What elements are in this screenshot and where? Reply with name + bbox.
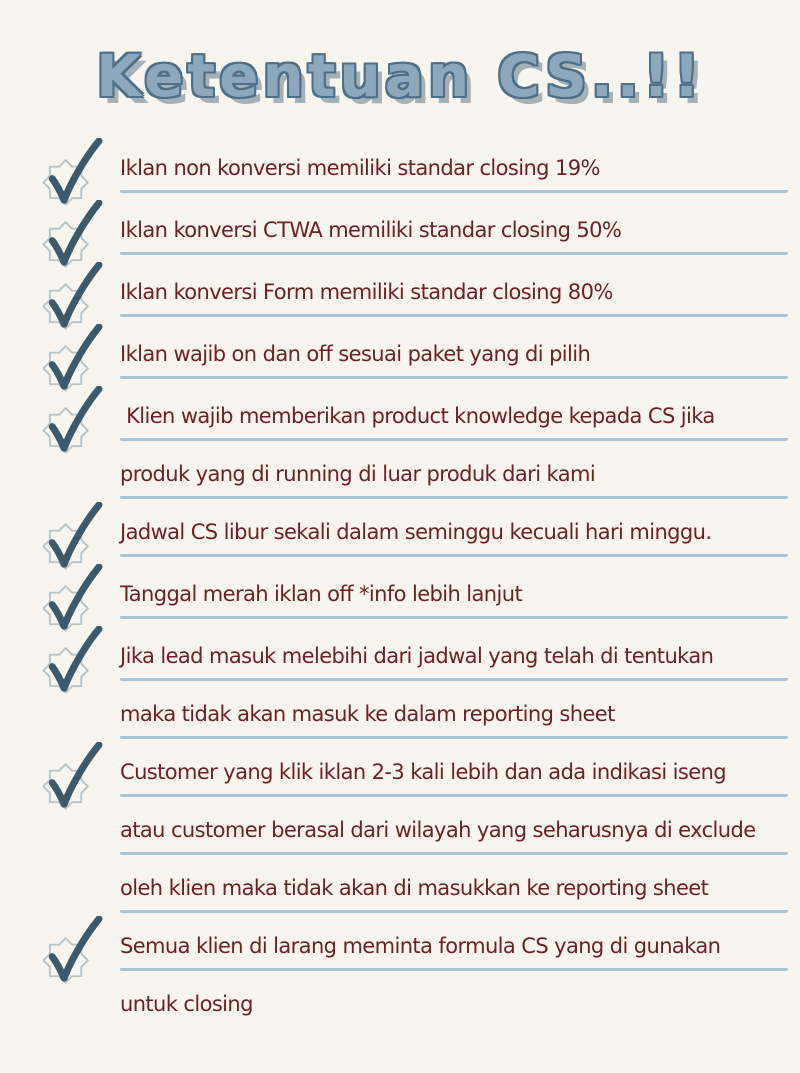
checklist-text — [120, 514, 788, 572]
checklist — [0, 110, 800, 1017]
checklist-item — [36, 398, 788, 514]
checklist-item — [36, 150, 788, 212]
checklist-line: Customer yang klik iklan 2-3 kali lebih dan ada indikasi iseng — [120, 754, 788, 797]
checklist-item — [36, 514, 788, 576]
checklist-text — [120, 638, 788, 754]
checklist-line: Jadwal CS libur sekali dalam seminggu kecuali hari minggu. — [120, 514, 788, 557]
checklist-line: Iklan wajib on dan off sesuai paket yang di pilih — [120, 336, 788, 379]
checklist-text — [120, 928, 788, 1017]
check-badge-icon — [36, 386, 120, 460]
checklist-line: untuk closing — [120, 992, 253, 1016]
checklist-line: oleh klien maka tidak akan di masukkan ke reporting sheet — [120, 870, 788, 913]
checklist-text — [120, 336, 788, 394]
checklist-text — [120, 212, 788, 270]
checklist-text — [120, 150, 788, 208]
checklist-item — [36, 212, 788, 274]
check-badge-icon — [36, 916, 120, 990]
check-badge-icon — [36, 742, 120, 816]
checklist-line: Tanggal merah iklan off *info lebih lanjut — [120, 576, 788, 619]
checklist-text — [120, 576, 788, 634]
checklist-text — [120, 398, 788, 514]
checklist-line: produk yang di running di luar produk dari kami — [120, 456, 788, 499]
checklist-item — [36, 336, 788, 398]
checklist-item — [36, 754, 788, 928]
checklist-line: Jika lead masuk melebihi dari jadwal yang telah di tentukan — [120, 638, 788, 681]
checklist-item — [36, 928, 788, 1017]
checklist-line: atau customer berasal dari wilayah yang seharusnya di exclude — [120, 812, 788, 855]
checklist-line: Iklan non konversi memiliki standar closing 19% — [120, 150, 788, 193]
checklist-line: Semua klien di larang meminta formula CS yang di gunakan — [120, 928, 788, 971]
checklist-item — [36, 638, 788, 754]
checklist-text — [120, 274, 788, 332]
checklist-item — [36, 576, 788, 638]
checklist-line: Klien wajib memberikan product knowledge kepada CS jika — [120, 398, 788, 441]
checklist-text — [120, 754, 788, 928]
checklist-line: maka tidak akan masuk ke dalam reporting sheet — [120, 696, 788, 739]
checklist-line: Iklan konversi Form memiliki standar closing 80% — [120, 274, 788, 317]
checklist-item — [36, 274, 788, 336]
check-badge-icon — [36, 626, 120, 700]
page-title: Ketentuan CS..!! — [96, 42, 704, 110]
checklist-line: Iklan konversi CTWA memiliki standar closing 50% — [120, 212, 788, 255]
